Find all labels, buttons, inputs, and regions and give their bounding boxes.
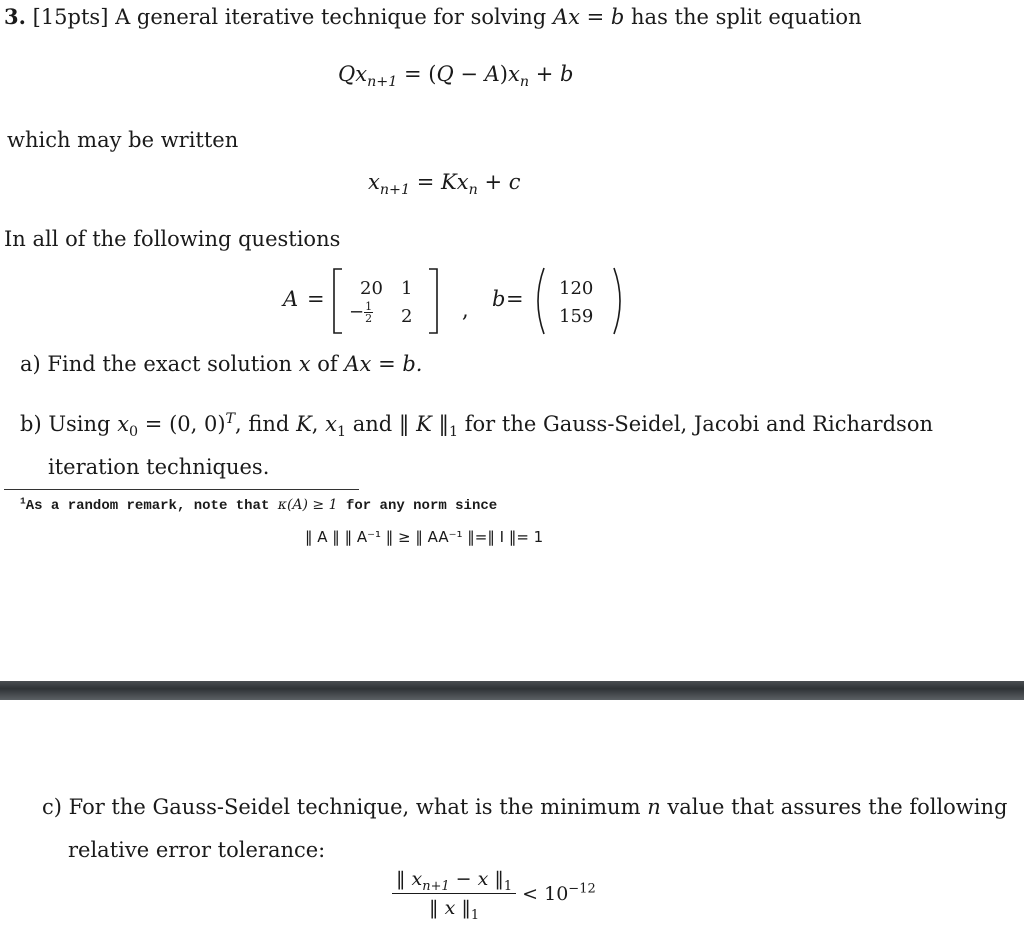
following-text: In all of the following questions xyxy=(4,227,341,251)
part-a-var: x xyxy=(298,352,311,376)
vector-b-name: b xyxy=(492,287,506,311)
part-c-continuation: relative error tolerance: xyxy=(68,838,326,862)
split-equation: $Qx_{n+1} = (Q - A)x_n + b$ xyxy=(338,62,574,91)
vector-b-2: 159 xyxy=(559,306,594,327)
footnote-mark: 1 xyxy=(20,495,26,507)
part-a: a) Find the exact solution x of Ax = b. xyxy=(20,352,423,376)
problem-points: [15pts] xyxy=(32,5,109,29)
part-b-label: b) xyxy=(20,412,42,436)
error-inequality: $\frac{‖ x_{n+1} - x ‖_1}{‖ x ‖_1}$ < $10^{-12}$ xyxy=(392,868,596,919)
footnote-formula: ‖ A ‖ ‖ A⁻¹ ‖ ≥ ‖ AA⁻¹ ‖=‖ I ‖= 1 xyxy=(305,528,544,546)
matrix-a-22: 2 xyxy=(401,306,413,327)
problem-number: 3. xyxy=(4,4,26,29)
matrix-a xyxy=(283,266,453,336)
tolerance-base: 10 xyxy=(544,882,569,905)
footnote xyxy=(20,497,497,514)
footnote-text: As a random remark, note that xyxy=(25,498,270,514)
written-text: which may be written xyxy=(7,128,239,152)
part-a-equation: Ax = b. xyxy=(344,352,423,376)
matrix-a-21: − $\frac{1}{2}$ xyxy=(349,300,373,325)
page-divider xyxy=(0,681,1024,700)
relative-error-fraction: $\frac{‖ x_{n+1} - x ‖_1}{‖ x ‖_1}$ xyxy=(392,868,516,919)
matrix-brackets xyxy=(331,266,441,336)
part-b-x0: (0, 0) xyxy=(169,412,226,436)
matrix-a-12: 1 xyxy=(401,278,413,299)
part-b: b) Using $x_0 = (0$, 0)$^T$, find K, $x_1$ and ‖ K $‖_1$ for the Gauss-Seidel, Jacobi and Richardson xyxy=(20,411,933,441)
part-b-and: and xyxy=(352,412,393,436)
footnote-rule xyxy=(4,489,359,490)
problem-statement xyxy=(4,4,862,29)
part-b-text-a: Using xyxy=(48,412,111,436)
part-c-label: c) xyxy=(42,795,62,819)
intro-text-a: A general iterative technique for solving xyxy=(115,5,553,29)
part-a-text: Find the exact solution xyxy=(47,352,293,376)
part-b-continuation: iteration techniques. xyxy=(48,455,270,479)
part-c-var: n xyxy=(647,795,661,819)
part-a-label: a) xyxy=(20,352,41,376)
comma-separator: , xyxy=(462,298,469,322)
equals-sign: = xyxy=(506,287,524,311)
matrix-a-name: A xyxy=(283,287,299,311)
vector-b xyxy=(492,266,632,336)
equals-sign: = xyxy=(307,287,325,311)
part-c-text-a: For the Gauss-Seidel technique, what is the minimum xyxy=(68,795,641,819)
part-b-for: for the Gauss-Seidel, Jacobi and Richardson xyxy=(464,412,933,436)
intro-text-b: has the split equation xyxy=(624,5,862,29)
vector-b-1: 120 xyxy=(559,278,594,299)
footnote-tail: for any norm since xyxy=(345,498,498,514)
part-b-find: , find xyxy=(235,412,290,436)
iteration-equation: $x_{n+1} = Kx_n + c$ xyxy=(368,170,521,199)
intro-equation: Ax = b xyxy=(552,5,625,29)
matrix-a-11: 20 xyxy=(360,278,383,299)
tolerance-exponent: −12 xyxy=(568,881,596,897)
part-c xyxy=(42,795,1007,819)
part-c-text-b: value that assures the following xyxy=(667,795,1008,819)
footnote-kappa: κ(A) ≥ 1 xyxy=(277,497,338,513)
